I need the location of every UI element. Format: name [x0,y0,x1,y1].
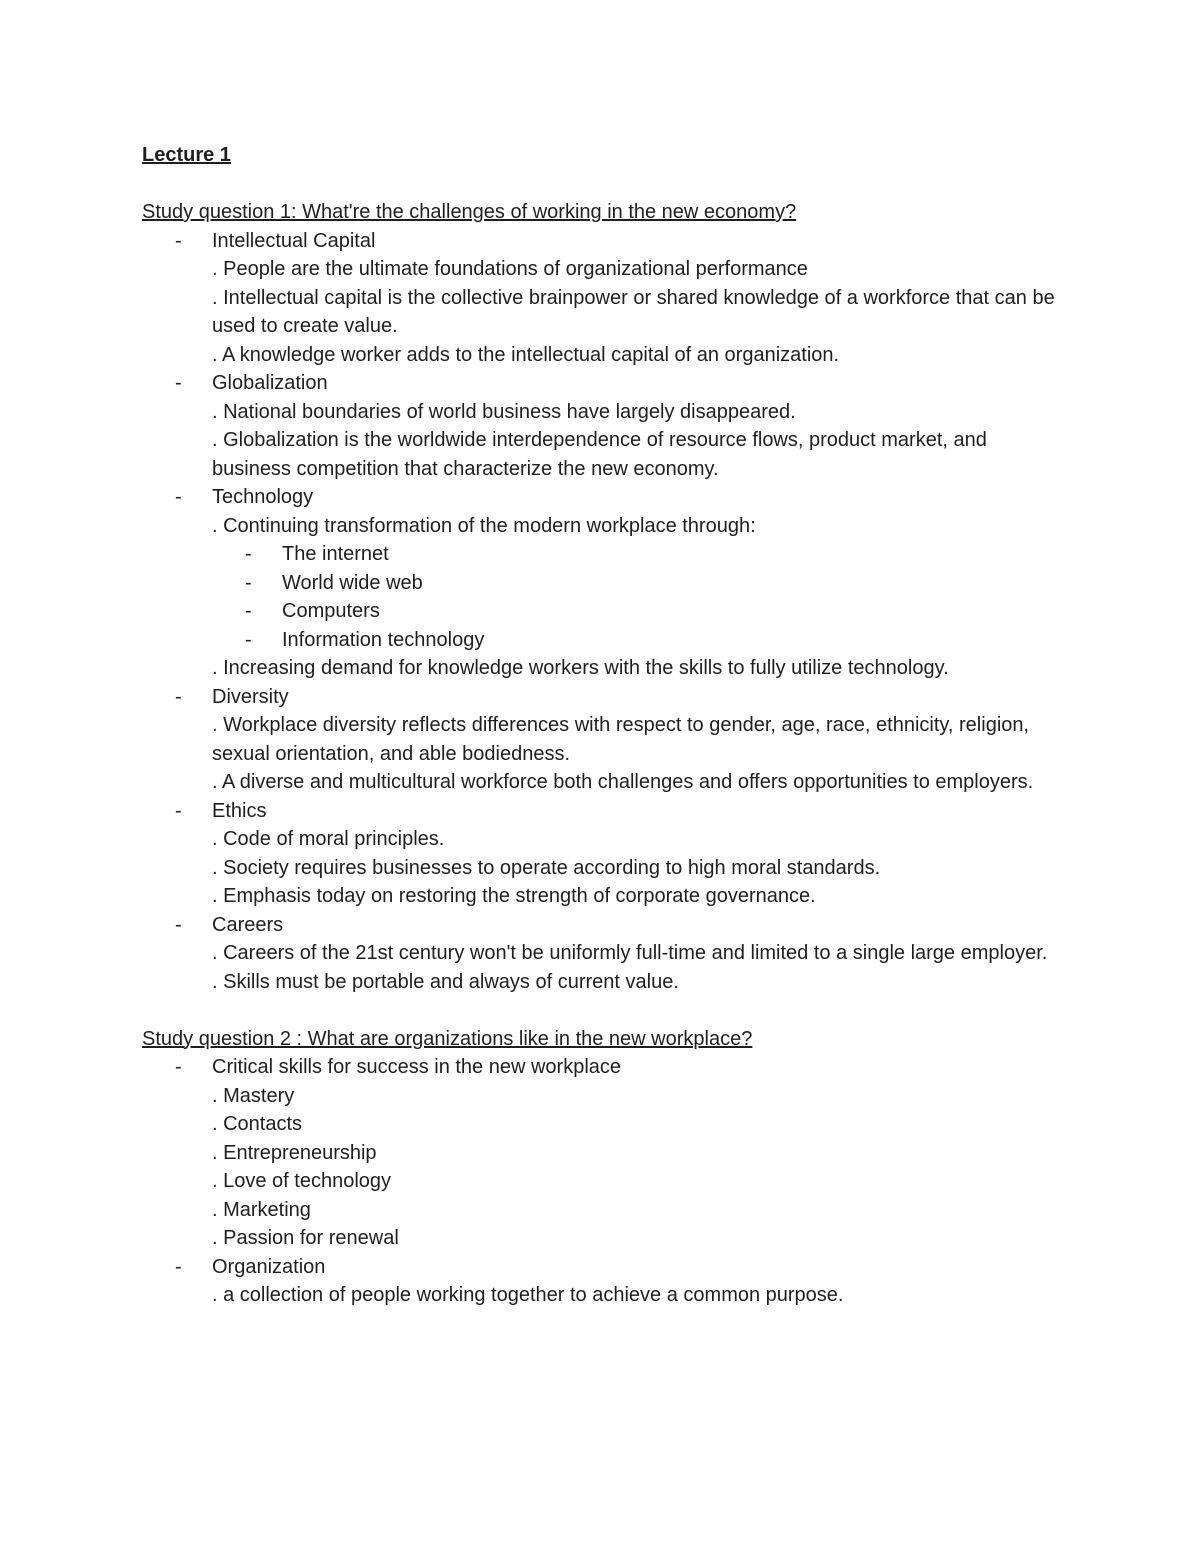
sub-bullet-item: - Computers [245,600,380,622]
item-label: Technology [212,486,314,508]
subitem-label: Computers [282,600,380,622]
section-heading: Study question 2 : What are organizations like in the new workplace? [142,1027,753,1050]
detail-line: . Workplace diversity reflects differences with respect to gender, age, race, ethnicity, religion, sexual orientation, and able bodiedness. [212,714,1030,765]
bullet-item: - Organization [175,1255,326,1278]
bullet-item: - Diversity [175,685,289,708]
detail-line: . a collection of people working together to achieve a common purpose. [212,1284,844,1306]
detail-line: . Skills must be portable and always of current value. [212,970,679,993]
item-label: Intellectual Capital [212,229,376,252]
item-label: Critical skills for success in the new workplace [212,1056,622,1078]
bullet-item: - Critical skills for success in the new workplace [175,1056,622,1078]
bullet-item: - Careers [175,913,284,936]
sub-bullet-item: - Information technology [245,628,485,651]
detail-line: . Careers of the 21st century won't be uniformly full-time and limited to a single large employer. [212,942,1048,964]
detail-line: . Increasing demand for knowledge workers with the skills to fully utilize technology. [212,657,949,679]
bullet-item: - Globalization [175,372,328,394]
detail-line: . Globalization is the worldwide interdependence of resource flows, product market, and business competition that characterize the new economy. [212,429,987,480]
detail-line: . Entrepreneurship [212,1141,377,1164]
detail-line: . Society requires businesses to operate according to high moral standards. [212,856,881,879]
detail-line: . A diverse and multicultural workforce both challenges and offers opportunities to employers. [212,771,1034,793]
item-label: Careers [212,913,284,936]
detail-line: . Intellectual capital is the collective brainpower or shared knowledge of a workforce that can be used to create value. [212,286,1055,337]
detail-line: . Continuing transformation of the modern workplace through: [212,514,756,537]
page-title: Lecture 1 [142,144,231,166]
sub-bullet-item: - World wide web [245,571,423,594]
item-label: Organization [212,1255,326,1278]
subitem-label: Information technology [282,628,485,651]
document-page [142,141,1062,1310]
bullet-item: - Intellectual Capital [175,229,376,252]
detail-line: . People are the ultimate foundations of organizational performance [212,258,808,280]
section-heading: Study question 1: What're the challenges of working in the new economy? [142,201,797,223]
bullet-item: - Technology [175,486,314,508]
section-spacer [142,996,1062,1025]
detail-line: . Contacts [212,1113,303,1135]
item-label: Ethics [212,799,267,822]
subitem-label: World wide web [282,571,423,594]
detail-line: . Marketing [212,1198,311,1221]
subitem-label: The internet [282,543,389,565]
detail-line: . A knowledge worker adds to the intellectual capital of an organization. [212,343,840,366]
sub-bullet-item: - The internet [245,543,389,565]
item-label: Globalization [212,372,328,394]
detail-line: . Passion for renewal [212,1227,399,1249]
detail-line: . National boundaries of world business have largely disappeared. [212,400,796,423]
bullet-item: - Ethics [175,799,267,822]
item-label: Diversity [212,685,289,708]
detail-line: . Love of technology [212,1170,392,1192]
detail-line: . Emphasis today on restoring the strength of corporate governance. [212,885,816,907]
detail-line: . Code of moral principles. [212,828,445,850]
study-question-2 [142,1025,1062,1310]
study-question-1 [142,198,1062,996]
detail-line: . Mastery [212,1084,295,1107]
